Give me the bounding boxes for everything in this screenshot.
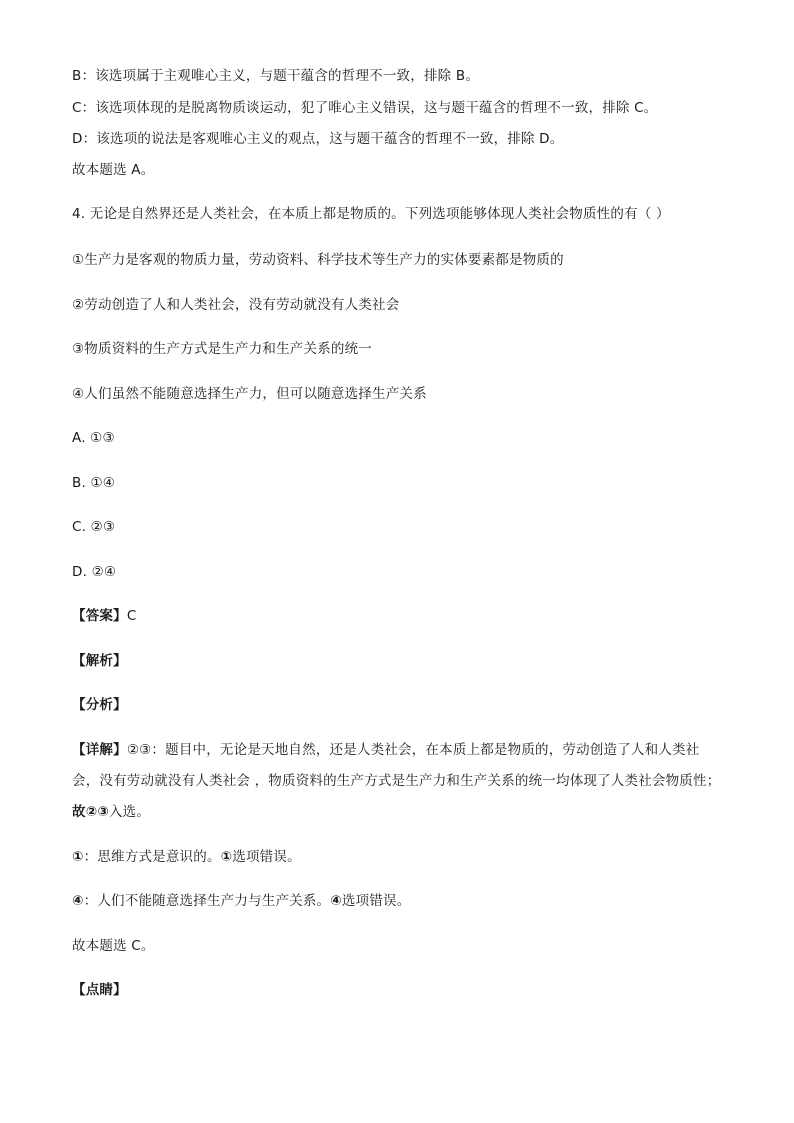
answer-value: C: [126, 608, 137, 624]
analysis-option-c: C：该选项体现的是脱离物质谈运动，犯了唯心主义错误，这与题干蕴含的哲理不一致，排除 C。: [72, 100, 658, 116]
detail-text-1: ②③：题目中，无论是天地自然，还是人类社会，在本质上都是物质的，劳动创造了人和人类社: [126, 742, 700, 758]
detail-selected: 故②③: [72, 804, 109, 820]
wrong-option-4: [72, 891, 410, 911]
statement-4: ④人们虽然不能随意选择生产力，但可以随意选择生产关系: [72, 386, 427, 402]
answer-label: 【答案】: [72, 608, 127, 624]
answer-conclusion: 故本题选 C。: [72, 938, 155, 954]
wrong1-num: ①: [72, 849, 84, 865]
detail-line-1: [72, 740, 699, 760]
wrong4-num: ④: [72, 893, 84, 909]
option-d: D. ②④: [72, 564, 117, 580]
prev-conclusion: 故本题选 A。: [72, 162, 155, 178]
option-c: C. ②③: [72, 519, 116, 535]
wrong4-num-2: ④: [330, 893, 342, 909]
dianjing-label: 【点睛】: [72, 982, 127, 998]
option-a: A. ①③: [72, 430, 115, 446]
analysis-option-b: B：该选项属于主观唯心主义，与题干蕴含的哲理不一致，排除 B。: [72, 68, 480, 84]
statement-3: ③物质资料的生产方式是生产力和生产关系的统一: [72, 341, 373, 357]
answer-line: [72, 606, 136, 626]
wrong1-end: 选项错误。: [232, 849, 301, 865]
fenxi-label: 【分析】: [72, 697, 127, 713]
question-stem: 4. 无论是自然界还是人类社会，在本质上都是物质的。下列选项能够体现人类社会物质性的有（ ）: [72, 206, 670, 222]
wrong-option-1: [72, 847, 301, 867]
detail-label: 【详解】: [72, 742, 127, 758]
jiexi-label: 【解析】: [72, 653, 127, 669]
detail-selected-rest: 入选。: [108, 804, 151, 820]
detail-line-2: 会，没有劳动就没有人类社会 ，物质资料的生产方式是生产力和生产关系的统一均体现了人类社会物质性；: [72, 773, 721, 789]
option-b: B. ①④: [72, 475, 116, 491]
statement-2: ②劳动创造了人和人类社会，没有劳动就没有人类社会: [72, 297, 400, 313]
analysis-option-d: D：该选项的说法是客观唯心主义的观点，这与题干蕴含的哲理不一致，排除 D。: [72, 131, 564, 147]
statement-1: ①生产力是客观的物质力量，劳动资料、科学技术等生产力的实体要素都是物质的: [72, 252, 564, 268]
wrong1-num-2: ①: [220, 849, 233, 865]
wrong1-text: ：思维方式是意识的。: [83, 849, 221, 865]
wrong4-end: 选项错误。: [341, 893, 411, 909]
wrong4-text: ：人们不能随意选择生产力与生产关系。: [83, 893, 331, 909]
detail-line-3: [72, 802, 150, 822]
